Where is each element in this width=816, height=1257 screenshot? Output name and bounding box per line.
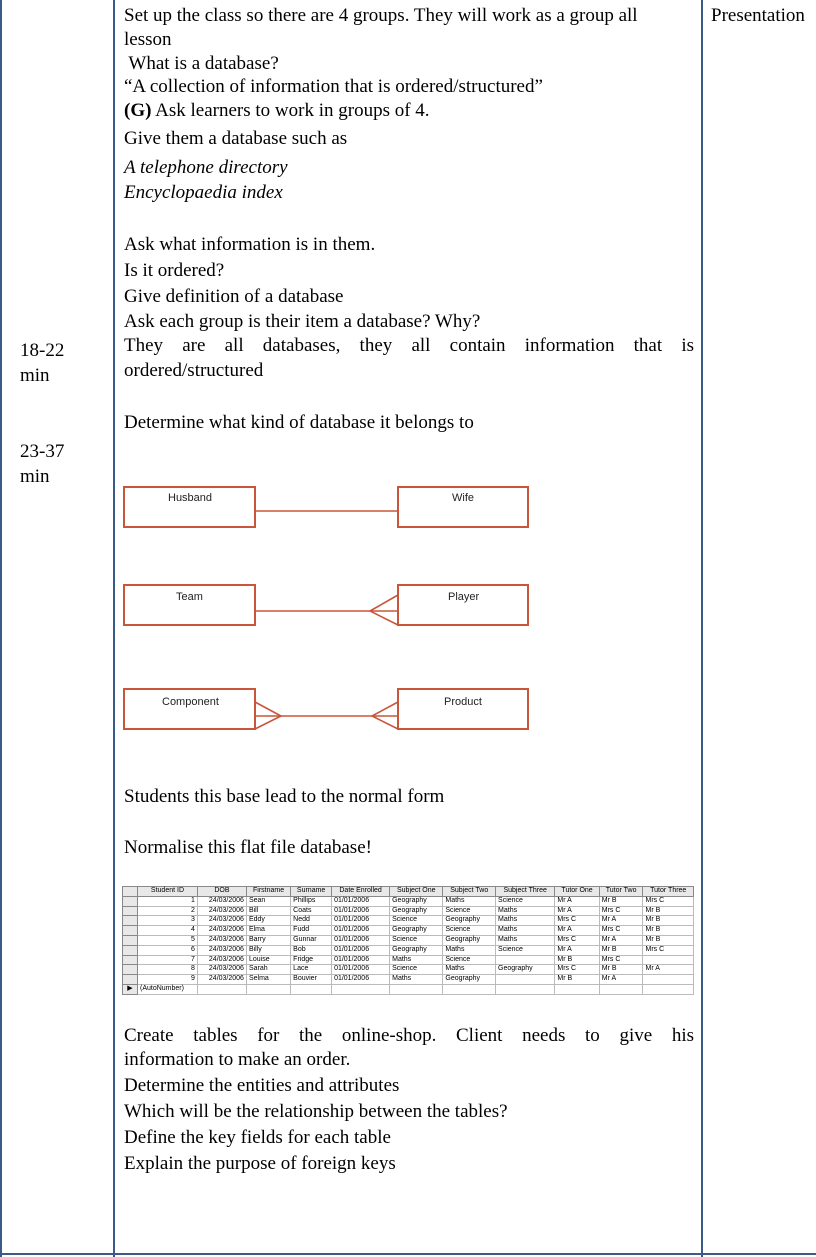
table-cell[interactable]: Mr A [555,945,599,955]
table-cell[interactable]: 01/01/2006 [332,965,390,975]
table-body [123,896,694,994]
table-cell[interactable] [332,984,390,994]
table-cell[interactable]: Geography [390,896,443,906]
table-cell[interactable]: Barry [246,935,290,945]
table-cell[interactable] [643,955,694,965]
table-cell[interactable]: Mr B [599,965,643,975]
table-cell[interactable]: 01/01/2006 [332,896,390,906]
column-header-tutor-three: Tutor Three [643,887,694,897]
instruction-line: ordered/structured [124,360,264,381]
table-cell[interactable]: Mr A [599,916,643,926]
table-cell[interactable] [643,984,694,994]
table-row[interactable] [123,926,694,936]
frame-left-border [0,0,2,1257]
table-cell[interactable]: Mrs C [643,896,694,906]
row-selector[interactable] [123,965,138,975]
table-cell[interactable]: Mr A [599,975,643,985]
group-instruction [124,99,430,123]
resource-label: Presentation [711,5,805,26]
table-row[interactable] [123,935,694,945]
table-cell[interactable]: Geography [390,926,443,936]
flat-file-database-table [122,886,694,995]
table-cell[interactable]: Maths [496,935,555,945]
instruction-line: Is it ordered? [124,260,225,281]
table-row[interactable] [123,896,694,906]
table-cell[interactable]: Mr B [555,955,599,965]
row-selector[interactable] [123,916,138,926]
table-cell[interactable] [555,984,599,994]
table-cell[interactable]: Mrs C [599,926,643,936]
instruction-line: Give them a database such as [124,128,348,149]
instruction-line: Ask each group is their item a database? Why? [124,311,481,332]
table-cell[interactable]: Mr B [643,906,694,916]
table-cell[interactable]: Mr B [643,916,694,926]
table-cell[interactable]: Mr B [643,935,694,945]
table-cell[interactable]: 9 [138,975,198,985]
table-cell[interactable]: Gunnar [291,935,332,945]
group-marker: (G) [124,100,152,121]
table-cell[interactable]: Geography [443,975,496,985]
table-row[interactable] [123,975,694,985]
table-cell[interactable]: Mrs C [599,955,643,965]
instruction-line: Which will be the relationship between the tables? [124,1101,508,1122]
table-cell[interactable] [496,984,555,994]
table-cell[interactable]: 2 [138,906,198,916]
table-cell[interactable]: Mrs C [643,945,694,955]
table-cell[interactable]: Mr B [643,926,694,936]
table-cell[interactable]: Science [443,955,496,965]
row-selector[interactable] [123,955,138,965]
table-cell[interactable]: 8 [138,965,198,975]
table-cell[interactable]: 24/03/2006 [197,955,246,965]
table-cell[interactable]: Fridge [291,955,332,965]
table-cell[interactable]: Science [390,916,443,926]
question-line: What is a database? [124,53,279,74]
table-cell[interactable] [246,984,290,994]
table-cell[interactable]: Mr A [599,935,643,945]
column-divider-2 [701,0,703,1257]
table-cell[interactable]: Mrs C [555,935,599,945]
entity-label: Component [162,696,219,708]
column-header-firstname: Firstname [246,887,290,897]
table-cell[interactable]: Mr B [599,945,643,955]
table-cell[interactable]: Mrs C [555,965,599,975]
erd-row-one-to-one [124,487,528,527]
table-row[interactable] [123,945,694,955]
table-cell[interactable]: Maths [443,896,496,906]
table-cell[interactable]: Fudd [291,926,332,936]
row-selector-header [123,887,138,897]
table-cell[interactable]: Science [390,935,443,945]
entity-label: Product [444,696,482,708]
table-cell[interactable]: Science [443,926,496,936]
table-cell[interactable]: Lace [291,965,332,975]
instruction-line: Set up the class so there are 4 groups. They will work as a group all [124,5,638,26]
table-cell[interactable] [291,984,332,994]
column-header-student-id: Student ID [138,887,198,897]
column-header-subject-three: Subject Three [496,887,555,897]
table-cell[interactable]: 24/03/2006 [197,896,246,906]
table-cell[interactable]: Sean [246,896,290,906]
erd-row-one-to-many [124,585,528,625]
table-cell[interactable]: Maths [390,955,443,965]
table-cell[interactable]: 24/03/2006 [197,975,246,985]
column-header-subject-one: Subject One [390,887,443,897]
table-cell[interactable]: 6 [138,945,198,955]
table-cell[interactable] [443,984,496,994]
table-cell[interactable]: 01/01/2006 [332,975,390,985]
table-cell[interactable]: 01/01/2006 [332,926,390,936]
entity-box [398,689,528,729]
table-row[interactable] [123,965,694,975]
entity-label: Team [176,591,203,603]
table-cell[interactable]: Maths [496,916,555,926]
table-cell[interactable]: Billy [246,945,290,955]
timing-unit-2: min [20,466,50,487]
column-header-dob: DOB [197,887,246,897]
table-cell[interactable]: Selma [246,975,290,985]
table-cell[interactable]: Maths [443,965,496,975]
table-cell[interactable] [599,984,643,994]
timing-range-1: 18-22 [20,340,65,361]
table-cell[interactable]: Nedd [291,916,332,926]
definition-quote: “A collection of information that is ordered/structured” [124,76,543,97]
table-cell[interactable]: Mrs C [555,916,599,926]
table-cell[interactable]: Science [496,945,555,955]
table-cell[interactable]: 24/03/2006 [197,935,246,945]
data-table [122,886,694,995]
table-cell[interactable]: Science [443,906,496,916]
timing-unit-1: min [20,365,50,386]
table-cell[interactable]: Geography [443,916,496,926]
table-cell[interactable]: Geography [390,906,443,916]
column-header-tutor-one: Tutor One [555,887,599,897]
table-cell[interactable]: Maths [496,926,555,936]
instruction-line: Define the key fields for each table [124,1127,391,1148]
table-cell[interactable]: Coats [291,906,332,916]
instruction-line: Give definition of a database [124,286,344,307]
row-selector[interactable] [123,975,138,985]
er-diagram [118,480,538,740]
table-cell[interactable]: 4 [138,926,198,936]
table-cell[interactable] [197,984,246,994]
entity-box [124,689,255,729]
table-cell[interactable]: 01/01/2006 [332,906,390,916]
table-cell[interactable] [496,955,555,965]
table-cell[interactable] [390,984,443,994]
column-header-date-enrolled: Date Enrolled [332,887,390,897]
new-record-row[interactable] [123,984,694,994]
instruction-line: Create tables for the online-shop. Client needs to give his [124,1025,694,1046]
table-cell[interactable]: 5 [138,935,198,945]
erd-row-many-to-many [124,689,528,729]
instruction-line: information to make an order. [124,1049,351,1070]
table-cell[interactable]: Geography [443,935,496,945]
table-header-row [123,887,694,897]
table-cell[interactable]: Eddy [246,916,290,926]
table-cell[interactable]: Mr A [643,965,694,975]
table-cell[interactable]: Maths [496,906,555,916]
example-item: Encyclopaedia index [124,182,283,203]
row-selector[interactable] [123,945,138,955]
entity-label: Wife [452,492,474,504]
table-cell[interactable]: Science [390,965,443,975]
table-cell[interactable]: Science [496,896,555,906]
table-cell[interactable]: 01/01/2006 [332,935,390,945]
instruction-line: Determine what kind of database it belongs to [124,412,474,433]
table-cell[interactable]: 3 [138,916,198,926]
frame-bottom-border [0,1253,816,1255]
table-cell[interactable]: Louise [246,955,290,965]
table-cell[interactable]: Maths [443,945,496,955]
table-cell[interactable]: 24/03/2006 [197,926,246,936]
instruction-line: Normalise this flat file database! [124,837,372,858]
column-header-subject-two: Subject Two [443,887,496,897]
table-cell[interactable]: Mr A [555,926,599,936]
instruction-line: Ask what information is in them. [124,234,376,255]
table-cell[interactable]: Mr A [555,896,599,906]
table-cell[interactable]: 24/03/2006 [197,965,246,975]
table-cell[interactable]: Mr B [555,975,599,985]
column-header-surname: Surname [291,887,332,897]
table-cell[interactable]: Bouvier [291,975,332,985]
table-cell[interactable]: 24/03/2006 [197,906,246,916]
timing-range-2: 23-37 [20,441,65,462]
table-cell[interactable]: 7 [138,955,198,965]
table-cell[interactable] [496,975,555,985]
crows-foot-icon [370,595,398,625]
table-cell[interactable] [643,975,694,985]
new-record-marker-icon[interactable]: ▶ [123,984,138,994]
column-divider-1 [113,0,115,1257]
column-header-tutor-two: Tutor Two [599,887,643,897]
instruction-line: Explain the purpose of foreign keys [124,1153,396,1174]
row-selector[interactable] [123,926,138,936]
table-cell[interactable]: Phillips [291,896,332,906]
autonumber-cell[interactable]: (AutoNumber) [138,984,198,994]
instruction-line: They are all databases, they all contain information that is [124,335,694,356]
entity-label: Husband [168,492,213,504]
table-cell[interactable]: 24/03/2006 [197,945,246,955]
row-selector[interactable] [123,935,138,945]
table-cell[interactable]: 01/01/2006 [332,955,390,965]
row-selector[interactable] [123,896,138,906]
table-cell[interactable]: Geography [390,945,443,955]
entity-label: Player [448,591,480,603]
table-cell[interactable]: Maths [390,975,443,985]
row-selector[interactable] [123,906,138,916]
table-cell[interactable]: Mrs C [599,906,643,916]
table-cell[interactable]: 01/01/2006 [332,945,390,955]
table-cell[interactable]: Elma [246,926,290,936]
table-cell[interactable]: Sarah [246,965,290,975]
table-cell[interactable]: Bill [246,906,290,916]
table-row[interactable] [123,916,694,926]
table-cell[interactable]: Bob [291,945,332,955]
example-item: A telephone directory [124,157,288,178]
table-cell[interactable]: Mr B [599,896,643,906]
instruction-line: Determine the entities and attributes [124,1075,400,1096]
group-instruction-text: Ask learners to work in groups of 4. [151,100,430,121]
table-cell[interactable]: 24/03/2006 [197,916,246,926]
table-cell[interactable]: Geography [496,965,555,975]
instruction-line: Students this base lead to the normal form [124,786,445,807]
table-cell[interactable]: 01/01/2006 [332,916,390,926]
table-row[interactable] [123,955,694,965]
table-row[interactable] [123,906,694,916]
table-cell[interactable]: 1 [138,896,198,906]
table-cell[interactable]: Mr A [555,906,599,916]
instruction-line: lesson [124,29,172,50]
